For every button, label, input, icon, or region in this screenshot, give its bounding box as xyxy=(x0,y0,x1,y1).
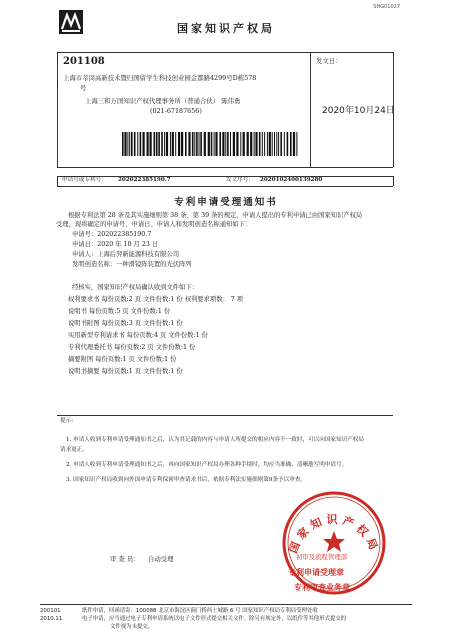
barcode-bar xyxy=(137,132,138,156)
file-item: 专利代理委托书 每份页数:2 页 文件份数:1 份 xyxy=(68,344,196,351)
footer-line-3: 文件视为未提交。 xyxy=(110,624,154,630)
barcode-bar xyxy=(259,132,261,156)
seal-bottom-text: 专利审查业务章 xyxy=(294,582,350,592)
barcode-bar xyxy=(293,132,295,156)
footer-line-2: 电子申请，应当通过电子专利申请系统以电子文件形式提交相关文件。除另有规定外，以纸件等其他形式提交的 xyxy=(82,616,347,622)
barcode xyxy=(122,132,300,156)
barcode-bar xyxy=(236,132,238,156)
file-item: 说明书摘要 每份页数:1 页 文件份数:1 份 xyxy=(68,368,183,375)
barcode-bar xyxy=(194,132,195,156)
barcode-bar xyxy=(140,132,142,156)
barcode-bar xyxy=(127,132,128,156)
barcode-bar xyxy=(164,132,165,156)
app-no-label: 申请号或专利号： xyxy=(62,177,107,183)
barcode-bar xyxy=(230,132,231,156)
barcode-bar xyxy=(158,132,160,156)
barcode-bar xyxy=(264,132,265,156)
barcode-bar xyxy=(215,132,217,156)
barcode-bar xyxy=(122,132,124,156)
barcode-bar xyxy=(147,132,149,156)
office-name: 国家知识产权局 xyxy=(177,22,275,35)
seal-department: 初审及流程管理部 xyxy=(296,553,348,561)
barcode-bar xyxy=(240,132,241,156)
barcode-bar xyxy=(208,132,210,156)
barcode-bar xyxy=(255,132,257,156)
seal-ring-text: 国家知识产权局 xyxy=(286,513,382,556)
agency-line: 上海三和万国知识产权代理事务所（普通合伙） 陈伟勇 xyxy=(85,97,241,105)
barcode-bar xyxy=(200,132,202,156)
barcode-bar xyxy=(278,132,279,156)
note-item: 请求更正。 xyxy=(60,447,88,453)
barcode-bar xyxy=(166,132,168,156)
file-item: 实用新型专利请求书 每份页数:4 页 文件份数:1 份 xyxy=(68,332,208,339)
app-no-value: 202022385190.7 xyxy=(118,177,171,183)
barcode-bar xyxy=(214,132,215,156)
barcode-bar xyxy=(276,132,277,156)
barcode-bar xyxy=(284,132,285,156)
seal-center-text: 专利申请受理章 xyxy=(288,567,344,577)
barcode-bar xyxy=(131,132,133,156)
barcode-bar xyxy=(274,132,275,156)
barcode-bar xyxy=(296,132,297,156)
barcode-bar xyxy=(247,132,249,156)
doc-serial-label: 发文序号： xyxy=(226,177,254,183)
footer-line-1: 纸件申请，回函请寄：100088 北京市海淀区蓟门桥西土城路 6 号 国家知识产权局专利局受理处收 xyxy=(82,608,318,614)
barcode-bar xyxy=(219,132,221,156)
barcode-bar xyxy=(211,132,213,156)
intro-line-1: 根据专利法第 28 条及其实施细则第 38 条、第 39 条的规定，申请人提出的专利申请已由国家知识产权局 xyxy=(68,212,363,219)
application-number: 申请号：202022385190.7 xyxy=(72,231,152,238)
postal-code: 201108 xyxy=(63,56,105,67)
notice-title: 专利申请受理通知书 xyxy=(174,197,278,208)
doc-serial-value: 2020102400139280 xyxy=(260,177,323,183)
barcode-bar xyxy=(175,132,176,156)
barcode-bar xyxy=(172,132,174,156)
address-line-2: 号 xyxy=(80,84,87,92)
note-item: 3. 国家知识产权局收到向外国申请专利保密审查请求书后，依据专利法实施细则第9条予以审查。 xyxy=(66,477,307,483)
footer-code-2: 2010.11 xyxy=(40,616,63,622)
intro-line-2: 受理，现将确定的申请号、申请日、申请人和发明创造名称通知如下： xyxy=(56,221,252,228)
barcode-bar xyxy=(161,132,163,156)
barcode-bar xyxy=(233,132,235,156)
barcode-bar xyxy=(225,132,226,156)
footer-code-1: 200101 xyxy=(40,608,61,614)
note-item: 1. 申请人收到专利申请受理通知书之后，认为其记载的内容与申请人所提交的相应内容不一致时，可以向国家知识产权局 xyxy=(66,437,364,443)
barcode-bar xyxy=(250,132,252,156)
barcode-bar xyxy=(154,132,156,156)
file-item: 权利要求书 每份页数:2 页 文件份数:1 份 权利要求项数： 7 项 xyxy=(68,296,244,303)
note-item: 2. 申请人收到专利申请受理通知书之后，再向国家知识产权局办理各种手续时，均应当准确、清晰地写明申请号。 xyxy=(66,462,348,468)
barcode-bar xyxy=(269,132,271,156)
barcode-bar xyxy=(134,132,136,156)
examiner-value: 自动受理 xyxy=(148,555,174,563)
barcode-bar xyxy=(129,132,130,156)
barcode-bar xyxy=(262,132,263,156)
barcode-bar xyxy=(243,132,245,156)
barcode-bar xyxy=(181,132,183,156)
barcode-bar xyxy=(196,132,198,156)
barcode-bar xyxy=(280,132,282,156)
barcode-bar xyxy=(204,132,206,156)
barcode-bar xyxy=(178,132,180,156)
address-line-1: 上海市莘闵高新技术暨归国留学生科技创业园金都路4299号D栋578 xyxy=(63,74,257,82)
notes-heading: 提示： xyxy=(60,418,77,424)
barcode-bar xyxy=(254,132,255,156)
issue-date-value: 2020年10月24日 xyxy=(322,106,395,116)
barcode-bar xyxy=(192,132,194,156)
barcode-bar xyxy=(287,132,289,156)
barcode-bar xyxy=(199,132,200,156)
barcode-bar xyxy=(267,132,268,156)
agency-phone: (021-67187656) xyxy=(150,107,202,115)
application-date: 申请日：2020 年 10 月 23 日 xyxy=(72,241,159,248)
barcode-bar xyxy=(227,132,229,156)
applicant: 申请人：上海后羿新能源科技有限公司 xyxy=(72,251,180,258)
file-item: 说明书 每份页数:5 页 文件份数:1 份 xyxy=(68,308,171,315)
barcode-bar xyxy=(150,132,152,156)
barcode-bar xyxy=(124,132,126,156)
file-item: 摘要附图 每份页数:1 页 文件份数:1 份 xyxy=(68,356,177,363)
barcode-bar xyxy=(290,132,292,156)
barcode-bar xyxy=(143,132,145,156)
invention-title: 发明创造名称：一种滑镜阵装置的光伏阵列 xyxy=(72,261,192,268)
barcode-bar xyxy=(170,132,171,156)
barcode-bar xyxy=(156,132,158,156)
barcode-bar xyxy=(185,132,187,156)
barcode-bar xyxy=(222,132,224,156)
file-item: 说明书附图 每份页数:3 页 文件份数:1 份 xyxy=(68,320,183,327)
files-intro: 经核实，国家知识产权局确认收到文件如下： xyxy=(72,284,198,291)
barcode-bar xyxy=(188,132,190,156)
doc-code: SHG01027 xyxy=(373,4,400,10)
examiner-label: 审 查 员： xyxy=(110,555,140,563)
barcode-bar xyxy=(272,132,273,156)
issue-date-label: 发文日： xyxy=(316,57,342,65)
